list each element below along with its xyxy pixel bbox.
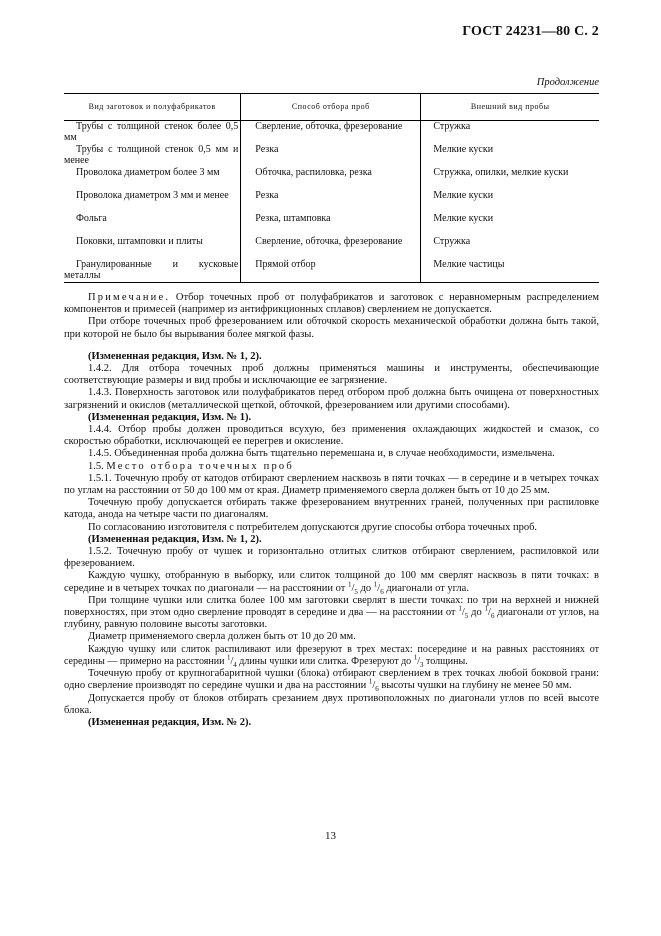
table-header-cell: Способ отбора проб (241, 94, 421, 121)
clause-1-4-2: 1.4.2. Для отбора точечных проб должны применяться машины и инструменты, обеспечивающие соответствующие размеры и вид пробы и исключающие ее загрязнение. (64, 363, 599, 387)
table-cell: Трубы с толщиной стенок более 0,5 мм (64, 120, 239, 143)
table-cell: Гранулированные и кусковые металлы (64, 258, 239, 281)
table-row (64, 144, 599, 167)
table-cell: Прямой отбор (255, 258, 316, 270)
amendment-note: (Измененная редакция, Изм. № 1, 2). (88, 350, 262, 362)
table-cell: Стружка (433, 235, 471, 247)
clause-1-5-2-g: Допускается пробу от блоков отбирать срезанием двух противоположных по диагонали углов по всей высоте блока. (64, 692, 599, 716)
clause-1-5-2-b: Каждую чушку, отобранную в выборку, или слиток толщиной до 100 мм сверлят насквозь в пяти точках: в середине и в четырех точках по диагонали — на расстоянии от $^1/_5$ до $^1/_6$ диагонали от угла. (64, 570, 599, 596)
clause-1-5-2-e: Каждую чушку или слиток распиливают или фрезеруют в трех местах: посередине и на равных расстояниях от середины — примерно на расстоянии $^1/_4$ длины чушки или слитка. Фрезеруют до $^1/_3$ толщины. (64, 643, 599, 669)
clause-1-5-2-d: Диаметр применяемого сверла должен быть от 10 до 20 мм. (88, 631, 356, 643)
page-number: 13 (325, 830, 336, 842)
table-header-cell: Внешний вид пробы (421, 94, 599, 121)
table-cell: Резка, штамповка (255, 212, 331, 224)
table-row (64, 120, 599, 144)
note-paragraph-2: При отборе точечных проб фрезерованием или обточкой скорость механической обработки должна быть такой, при которой не было бы вырывания более мягкой фазы. (64, 316, 599, 340)
table-cell: Сверление, обточка, фрезерование (255, 235, 403, 247)
table-row (64, 213, 599, 236)
note-label: Примечание. (88, 292, 171, 303)
table-row (64, 259, 599, 283)
continuation-label: Продолжение (536, 77, 599, 88)
table-cell: Мелкие куски (433, 212, 494, 224)
clause-1-5-1: 1.5.1. Точечную пробу от катодов отбирают сверлением насквозь в пяти точках — в середине и в четырех точках по углам на расстоянии от 50 до 100 мм от края. Диаметр применяемого сверла должен быть от 10 до 25 мм. (64, 472, 599, 497)
document-header: ГОСТ 24231—80 С. 2 (462, 24, 599, 39)
table-cell: Стружка, опилки, мелкие куски (433, 166, 569, 178)
clause-1-5-2-f: Точечную пробу от крупногабаритной чушки (блока) отбирают сверлением в трех точках любой боковой грани: одно сверление производят по середине чушки и два на расстоянии $^1/_6$ высоты чушки на глубину не менее 50 мм. (64, 668, 599, 694)
clause-1-5-1-b: Точечную пробу допускается отбирать также фрезерованием внутренних граней, полученных при распиловке катода, анода на четыре части по диагоналям. (64, 497, 599, 521)
amendment-note: (Измененная редакция, Изм. № 2). (88, 716, 252, 728)
table-cell: Стружка (433, 120, 471, 132)
clause-1-5-1-c: По согласованию изготовителя с потребителем допускаются другие способы отбора точечных проб. (88, 521, 538, 533)
note-paragraph: Примечание. Отбор точечных проб от полуфабрикатов и заготовок с неравномерным распределением компонентов и примесей (например из антифрикционных сплавов) сверлением не допускается. (64, 292, 599, 316)
clause-1-5-2: 1.5.2. Точечную пробу от чушек и горизонтально отлитых слитков отбирают сверлением, распиловкой или фрезерованием. (64, 546, 599, 570)
clause-1-4-5: 1.4.5. Объединенная проба должна быть тщательно перемешана и, в случае необходимости, измельчена. (88, 448, 555, 460)
clause-1-5-2-c: При толщине чушки или слитка более 100 мм заготовки сверлят в шести точках: по три на верхней и нижней поверхностях, при этом одно сверление проводят в середине и два — на расстоянии от $^1/_5$ до $^1/_6$ диагонали от углов, на глубину, равную половине высоты заготовки. (64, 594, 599, 631)
table-cell: Мелкие куски (433, 143, 494, 155)
table-header-cell: Вид заготовок и полуфабрикатов (64, 94, 241, 121)
table-cell: Мелкие куски (433, 189, 494, 201)
table-cell: Резка (255, 189, 279, 201)
sampling-table (64, 93, 599, 283)
table-row (64, 167, 599, 190)
clause-1-4-4: 1.4.4. Отбор пробы должен проводиться всухую, без применения охлаждающих жидкостей и смазок, со скоростью обработки, исключающей ее перегрев и окисление. (64, 424, 599, 448)
amendment-note: (Измененная редакция, Изм. № 1, 2). (88, 533, 262, 545)
table-cell: Проволока диаметром более 3 мм (76, 166, 220, 178)
table-cell: Обточка, распиловка, резка (255, 166, 372, 178)
table-cell: Сверление, обточка, фрезерование (255, 120, 403, 132)
table-cell: Мелкие частицы (433, 258, 505, 270)
section-heading-1-5: 1.5. Место отбора точечных проб (88, 460, 294, 472)
amendment-note: (Измененная редакция, Изм. № 1). (88, 411, 252, 423)
table-cell: Поковки, штамповки и плиты (76, 235, 203, 247)
table-cell: Проволока диаметром 3 мм и менее (76, 189, 229, 201)
clause-1-4-3: 1.4.3. Поверхность заготовок или полуфабрикатов перед отбором проб должна быть очищена от поверхностных загрязнений и окислов (металлической щеткой, обточкой, фрезерованием или другими способами). (64, 387, 599, 411)
table-row (64, 190, 599, 213)
document-body (64, 292, 599, 729)
table-cell: Резка (255, 143, 279, 155)
table-cell: Фольга (76, 212, 107, 224)
table-row (64, 236, 599, 259)
table-cell: Трубы с толщиной стенок 0,5 мм и менее (64, 143, 239, 166)
